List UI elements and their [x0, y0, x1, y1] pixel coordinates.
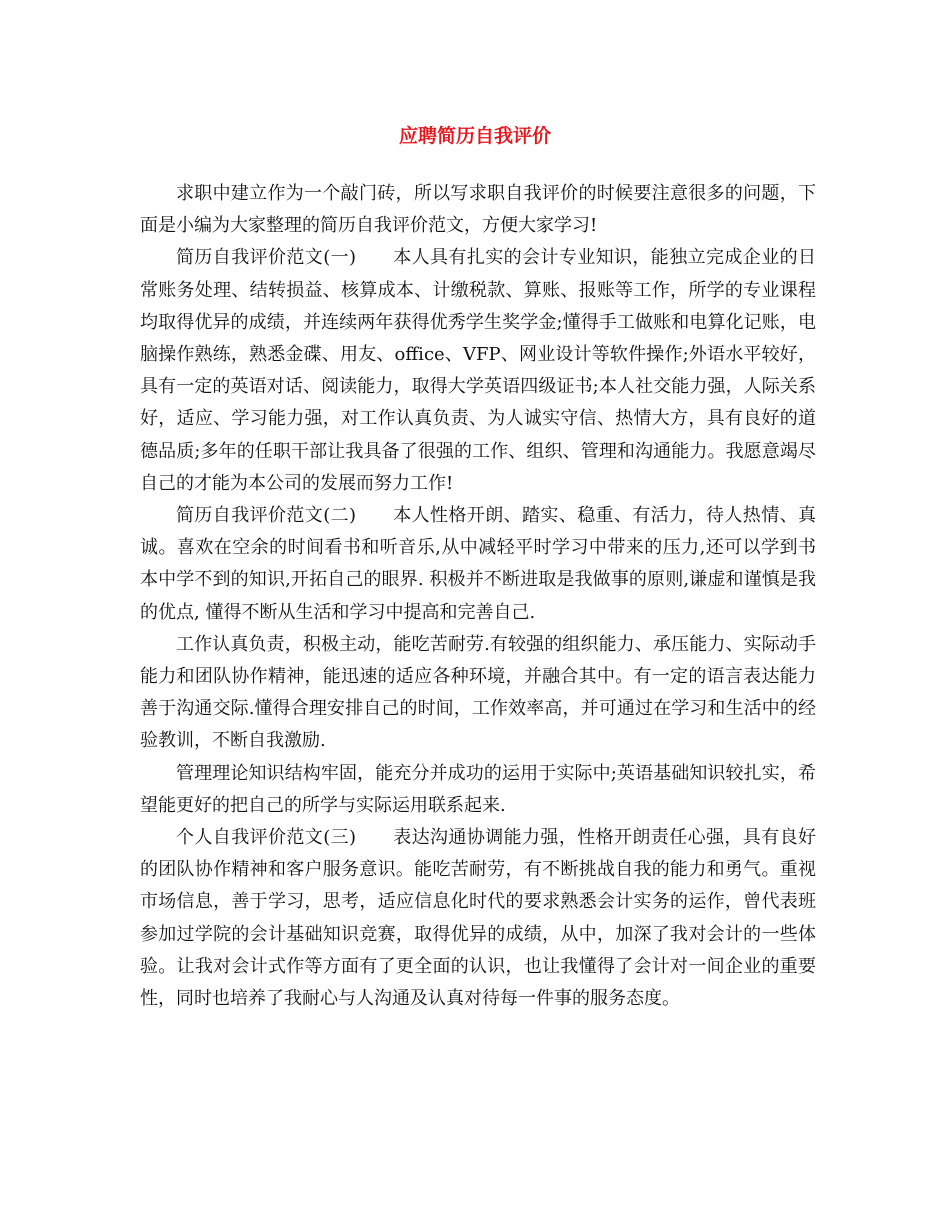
document-title: 应聘简历自我评价: [398, 125, 551, 147]
intro-paragraph: 求职中建立作为一个敲门砖，所以写求职自我评价的时候要注意很多的问题，下面是小编为大家整理的简历自我评价范文，方便大家学习!: [140, 183, 816, 237]
work-attitude-paragraph: 工作认真负责，积极主动，能吃苦耐劳.有较强的组织能力、承压能力、实际动手能力和团队协作精神，能迅速的适应各种环境，并融合其中。有一定的语言表达能力善于沟通交际.懂得合理安排自己的时间，工作效率高，并可通过在学习和生活中的经验教训，不断自我激励.: [140, 633, 816, 752]
sample-one-paragraph: 简历自我评价范文(一) 本人具有扎实的会计专业知识，能独立完成企业的日常账务处理、结转损益、核算成本、计缴税款、算账、报账等工作，所学的专业课程均取得优异的成绩，并连续两年获得优秀学生奖学金;懂得手工做账和电算化记账，电脑操作熟练，熟悉金碟、用友、office、VFP、网业设计等软件操作;外语水平较好，具有一定的英语对话、阅读能力，取得大学英语四级证书;本人社交能力强，人际关系好，适应、学习能力强，对工作认真负责、为人诚实守信、热情大方，具有良好的道德品质;多年的任职干部让我具备了很强的工作、组织、管理和沟通能力。我愿意竭尽自己的才能为本公司的发展而努力工作!: [140, 247, 816, 494]
sample-two-paragraph: 简历自我评价范文(二) 本人性格开朗、踏实、稳重、有活力，待人热情、真诚。喜欢在空余的时间看书和听音乐,从中减轻平时学习中带来的压力,还可以学到书本中学不到的知识,开拓自己的眼界. 积极并不断进取是我做事的原则,谦虚和谨慎是我的优点, 懂得不断从生活和学习中提高和完善自己.: [140, 505, 816, 623]
sample-three-paragraph: 个人自我评价范文(三) 表达沟通协调能力强，性格开朗责任心强，具有良好的团队协作精神和客户服务意识。能吃苦耐劳，有不断挑战自我的能力和勇气。重视市场信息，善于学习，思考，适应信息化时代的要求熟悉会计实务的运作，曾代表班参加过学院的会计基础知识竞赛，取得优异的成绩，从中，加深了我对会计的一些体验。让我对会计式作等方面有了更全面的认识，也让我懂得了会计对一间企业的重要性，同时也培养了我耐心与人沟通及认真对待每一件事的服务态度。: [140, 827, 816, 1010]
document-body: [140, 178, 816, 1015]
management-knowledge-paragraph: 管理理论知识结构牢固，能充分并成功的运用于实际中;英语基础知识较扎实，希望能更好的把自己的所学与实际运用联系起来.: [140, 762, 816, 816]
